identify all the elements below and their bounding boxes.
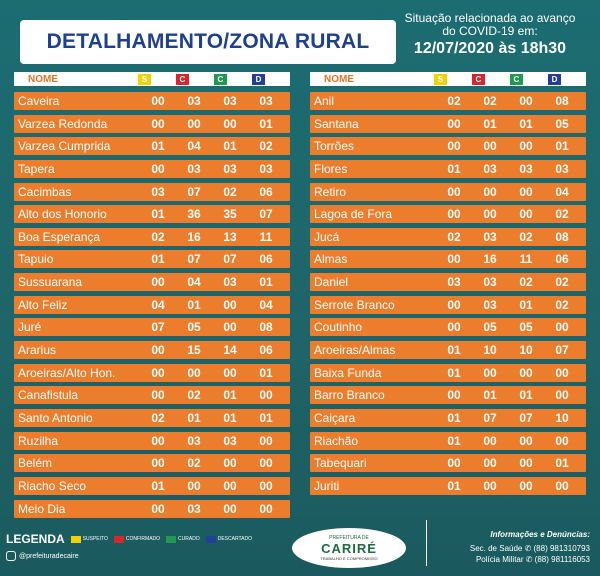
cell-curado: 05 <box>519 320 533 335</box>
cell-confirmado: 07 <box>187 252 201 267</box>
cell-descartado: 03 <box>555 161 569 176</box>
cell-suspeito: 01 <box>447 478 461 493</box>
header-curado: C <box>510 74 523 85</box>
row-name: Juriti <box>314 478 340 493</box>
cell-suspeito: 00 <box>447 207 461 222</box>
cell-suspeito: 00 <box>447 388 461 403</box>
cell-descartado: 00 <box>259 388 273 403</box>
cell-confirmado: 03 <box>483 275 497 290</box>
cell-descartado: 01 <box>555 139 569 154</box>
cell-curado: 01 <box>223 139 237 154</box>
row-name: Baixa Funda <box>314 365 382 380</box>
table-row <box>310 273 586 291</box>
cell-confirmado: 00 <box>483 433 497 448</box>
cell-suspeito: 02 <box>447 94 461 108</box>
cell-curado: 00 <box>519 433 533 448</box>
header-curado: C <box>214 74 227 85</box>
cell-suspeito: 03 <box>151 184 165 199</box>
cell-confirmado: 03 <box>187 161 201 176</box>
cell-descartado: 06 <box>555 252 569 267</box>
cell-confirmado: 03 <box>187 433 201 448</box>
row-name: Aroeiras/Almas <box>314 343 396 358</box>
table-row <box>310 115 586 133</box>
cell-suspeito: 00 <box>151 94 165 108</box>
table-row <box>310 341 586 359</box>
cell-suspeito: 00 <box>151 365 165 380</box>
row-name: Sussuarana <box>18 275 83 290</box>
cell-confirmado: 03 <box>483 297 497 312</box>
cell-curado: 00 <box>519 478 533 493</box>
row-name: Anil <box>314 94 335 108</box>
cell-descartado: 02 <box>259 139 273 154</box>
table-row <box>310 409 586 427</box>
cell-curado: 00 <box>223 501 237 516</box>
cell-curado: 00 <box>223 456 237 471</box>
table-header <box>310 72 586 86</box>
row-name: Retiro <box>314 184 347 199</box>
cell-confirmado: 01 <box>187 297 201 312</box>
table-row <box>14 137 290 155</box>
subtitle-line1: Situação relacionada ao avanço <box>404 11 576 25</box>
table-row <box>14 477 290 495</box>
cell-suspeito: 00 <box>447 184 461 199</box>
cell-suspeito: 00 <box>447 139 461 154</box>
cell-curado: 11 <box>519 252 533 267</box>
cell-suspeito: 01 <box>447 365 461 380</box>
cell-descartado: 01 <box>555 456 569 471</box>
cell-confirmado: 00 <box>483 139 497 154</box>
table-row <box>14 318 290 336</box>
table-row <box>14 92 290 110</box>
row-name: Barro Branco <box>314 388 385 403</box>
header-confirmado: C <box>472 74 485 85</box>
table-row <box>310 477 586 495</box>
row-name: Caveira <box>18 94 60 108</box>
table-row <box>310 386 586 404</box>
header-nome: NOME <box>324 73 354 85</box>
page-title: DETALHAMENTO/ZONA RURAL <box>46 30 370 53</box>
row-name: Canafistula <box>18 388 79 403</box>
subtitle-line2: do COVID-19 em: <box>442 24 538 38</box>
cell-confirmado: 01 <box>483 388 497 403</box>
cell-suspeito: 00 <box>151 343 165 358</box>
cell-descartado: 02 <box>555 297 569 312</box>
row-name: Lagoa de Fora <box>314 207 393 222</box>
table-row <box>310 318 586 336</box>
cell-confirmado: 05 <box>187 320 201 335</box>
cell-descartado: 08 <box>259 320 273 335</box>
contact-info <box>432 530 590 565</box>
table-row <box>310 137 586 155</box>
table-row <box>14 250 290 268</box>
cell-descartado: 00 <box>555 365 569 380</box>
cell-descartado: 10 <box>555 410 569 425</box>
cell-confirmado: 02 <box>483 94 497 108</box>
header-suspeito: S <box>434 74 447 85</box>
cell-curado: 03 <box>223 94 237 108</box>
table-row <box>14 364 290 382</box>
cell-curado: 01 <box>519 297 533 312</box>
cell-curado: 10 <box>519 343 533 358</box>
cell-descartado: 00 <box>555 433 569 448</box>
legend-swatch-suspeito <box>71 536 81 543</box>
table-row <box>310 454 586 472</box>
cell-curado: 01 <box>519 388 533 403</box>
cell-confirmado: 00 <box>187 365 201 380</box>
cell-descartado: 00 <box>555 478 569 493</box>
row-name: Jucá <box>314 229 340 244</box>
cell-suspeito: 01 <box>151 207 165 222</box>
cell-curado: 02 <box>519 229 533 244</box>
cell-suspeito: 00 <box>151 501 165 516</box>
table-row <box>14 409 290 427</box>
cell-confirmado: 00 <box>483 184 497 199</box>
cell-descartado: 00 <box>555 320 569 335</box>
row-name: Santo Antonio <box>18 410 93 425</box>
cell-descartado: 08 <box>555 94 569 108</box>
cell-suspeito: 00 <box>447 297 461 312</box>
cell-suspeito: 01 <box>151 139 165 154</box>
table-row <box>310 432 586 450</box>
row-name: Tapera <box>18 161 55 176</box>
cell-curado: 00 <box>223 478 237 493</box>
table-row <box>14 500 290 518</box>
legend-text: SUSPEITO <box>82 536 108 542</box>
cell-curado: 00 <box>223 297 237 312</box>
cell-suspeito: 01 <box>447 433 461 448</box>
cell-descartado: 06 <box>259 184 273 199</box>
cell-confirmado: 10 <box>483 343 497 358</box>
cell-curado: 00 <box>519 207 533 222</box>
instagram-text: @prefeituradecaire <box>19 552 79 560</box>
cell-confirmado: 03 <box>187 501 201 516</box>
table-row <box>310 183 586 201</box>
cell-suspeito: 02 <box>151 229 165 244</box>
cell-suspeito: 03 <box>447 275 461 290</box>
legend-swatch-curado <box>166 536 176 543</box>
row-name: Alto dos Honorio <box>18 207 107 222</box>
cell-suspeito: 00 <box>151 433 165 448</box>
table-row <box>310 92 586 110</box>
cell-confirmado: 02 <box>187 456 201 471</box>
row-name: Varzea Redonda <box>18 116 108 131</box>
legend-swatch-descartado <box>206 536 216 543</box>
cell-descartado: 01 <box>259 275 273 290</box>
legend-text: DESCARTADO <box>217 536 252 542</box>
legend-item <box>166 536 200 543</box>
cell-confirmado: 03 <box>187 94 201 108</box>
row-name: Daniel <box>314 275 349 290</box>
cell-descartado: 04 <box>555 184 569 199</box>
legend-swatch-confirmado <box>114 536 124 543</box>
row-name: Tabequari <box>314 456 367 471</box>
cell-curado: 00 <box>519 365 533 380</box>
row-name: Flores <box>314 161 348 176</box>
table-row <box>14 115 290 133</box>
cell-descartado: 00 <box>259 478 273 493</box>
table-row <box>14 341 290 359</box>
cell-descartado: 00 <box>555 388 569 403</box>
cell-confirmado: 03 <box>483 229 497 244</box>
instagram-icon <box>6 551 16 561</box>
table-row <box>14 454 290 472</box>
row-name: Ruzilha <box>18 433 59 448</box>
table-row <box>310 364 586 382</box>
legend-label: LEGENDA <box>6 532 65 546</box>
cell-descartado: 03 <box>259 94 273 108</box>
cell-descartado: 00 <box>259 456 273 471</box>
row-name: Cacimbas <box>18 184 72 199</box>
logo-slogan: TRABALHO E COMPROMISSO <box>320 556 378 561</box>
header-suspeito: S <box>138 74 151 85</box>
cell-suspeito: 00 <box>447 320 461 335</box>
cell-descartado: 04 <box>259 297 273 312</box>
header-confirmado: C <box>176 74 189 85</box>
contact-saude: Sec. de Saúde ✆ (88) 981310793 <box>469 544 590 553</box>
cell-suspeito: 00 <box>151 388 165 403</box>
table-row <box>14 228 290 246</box>
contact-policia: Polícia Militar ✆ (88) 981116053 <box>475 555 590 564</box>
cell-confirmado: 00 <box>483 207 497 222</box>
cell-confirmado: 00 <box>483 365 497 380</box>
cell-descartado: 01 <box>259 410 273 425</box>
row-name: Riacho Seco <box>18 478 87 493</box>
cell-curado: 00 <box>519 456 533 471</box>
cell-confirmado: 04 <box>187 139 201 154</box>
row-name: Caiçara <box>314 410 356 425</box>
logo-name: CARIRÉ <box>321 541 377 556</box>
title-box <box>20 20 396 64</box>
row-name: Aroeiras/Alto Hon. <box>18 365 116 380</box>
table-row <box>310 205 586 223</box>
row-name: Riachão <box>314 433 359 448</box>
row-name: Belém <box>18 456 53 471</box>
row-name: Meio Dia <box>18 501 66 516</box>
row-name: Serrote Branco <box>314 297 395 312</box>
cell-confirmado: 00 <box>187 116 201 131</box>
cell-confirmado: 02 <box>187 388 201 403</box>
cell-curado: 00 <box>223 116 237 131</box>
cell-descartado: 02 <box>555 207 569 222</box>
cell-confirmado: 01 <box>483 116 497 131</box>
cell-descartado: 00 <box>259 501 273 516</box>
cell-confirmado: 07 <box>483 410 497 425</box>
row-name: Torrões <box>314 139 355 154</box>
cell-descartado: 02 <box>555 275 569 290</box>
cell-descartado: 00 <box>259 433 273 448</box>
row-name: Coutinho <box>314 320 363 335</box>
cell-suspeito: 07 <box>151 320 165 335</box>
left-table <box>14 72 290 522</box>
cell-curado: 01 <box>223 388 237 403</box>
cell-confirmado: 00 <box>187 478 201 493</box>
cell-suspeito: 02 <box>447 229 461 244</box>
cell-curado: 07 <box>223 252 237 267</box>
cell-suspeito: 04 <box>151 297 165 312</box>
logo-line1: PREFEITURA DE <box>329 535 369 541</box>
cell-descartado: 05 <box>555 116 569 131</box>
cell-descartado: 03 <box>259 161 273 176</box>
row-name: Varzea Cumprida <box>18 139 111 154</box>
legend <box>6 532 258 546</box>
cell-confirmado: 05 <box>483 320 497 335</box>
cell-curado: 00 <box>519 94 533 108</box>
cell-suspeito: 00 <box>151 116 165 131</box>
cell-curado: 03 <box>519 161 533 176</box>
cell-curado: 00 <box>223 320 237 335</box>
cell-curado: 03 <box>223 275 237 290</box>
cell-suspeito: 00 <box>447 456 461 471</box>
cell-suspeito: 00 <box>151 275 165 290</box>
cell-curado: 35 <box>223 207 237 222</box>
cell-curado: 00 <box>519 139 533 154</box>
cell-confirmado: 07 <box>187 184 201 199</box>
header-nome: NOME <box>28 73 58 85</box>
cell-confirmado: 00 <box>483 478 497 493</box>
row-name: Tapuio <box>18 252 54 267</box>
table-row <box>310 250 586 268</box>
cell-curado: 07 <box>519 410 533 425</box>
cell-descartado: 01 <box>259 116 273 131</box>
cell-curado: 00 <box>519 184 533 199</box>
table-row <box>14 432 290 450</box>
report-date: 12/07/2020 às 18h30 <box>413 40 567 57</box>
table-row <box>14 205 290 223</box>
cell-descartado: 06 <box>259 252 273 267</box>
row-name: Boa Esperança <box>18 229 101 244</box>
cell-confirmado: 16 <box>187 229 201 244</box>
cell-curado: 14 <box>223 343 237 358</box>
header-descartado: D <box>252 74 265 85</box>
cell-suspeito: 00 <box>151 161 165 176</box>
table-row <box>14 386 290 404</box>
prefeitura-logo <box>292 528 406 568</box>
cell-curado: 01 <box>519 116 533 131</box>
cell-descartado: 01 <box>259 365 273 380</box>
legend-item <box>206 536 252 543</box>
cell-descartado: 06 <box>259 343 273 358</box>
row-name: Alto Feliz <box>18 297 68 312</box>
cell-suspeito: 01 <box>447 161 461 176</box>
divider <box>426 520 427 566</box>
table-row <box>310 228 586 246</box>
header-descartado: D <box>548 74 561 85</box>
cell-descartado: 11 <box>259 229 273 244</box>
cell-suspeito: 01 <box>447 343 461 358</box>
table-row <box>14 296 290 314</box>
cell-descartado: 08 <box>555 229 569 244</box>
table-row <box>14 160 290 178</box>
cell-curado: 02 <box>519 275 533 290</box>
cell-suspeito: 01 <box>151 478 165 493</box>
subtitle <box>390 12 590 60</box>
instagram-handle[interactable] <box>6 551 79 561</box>
cell-confirmado: 04 <box>187 275 201 290</box>
row-name: Santana <box>314 116 359 131</box>
table-row <box>310 160 586 178</box>
cell-curado: 01 <box>223 410 237 425</box>
legend-text: CURADO <box>178 536 200 542</box>
legend-item <box>71 536 108 543</box>
row-name: Almas <box>314 252 348 267</box>
row-name: Juré <box>18 320 42 335</box>
cell-suspeito: 02 <box>151 410 165 425</box>
table-header <box>14 72 290 86</box>
legend-item <box>114 536 160 543</box>
right-table <box>310 72 586 500</box>
cell-confirmado: 16 <box>483 252 497 267</box>
cell-suspeito: 00 <box>447 116 461 131</box>
cell-curado: 03 <box>223 161 237 176</box>
cell-curado: 02 <box>223 184 237 199</box>
contact-title: Informações e Denúncias: <box>490 530 590 539</box>
cell-descartado: 07 <box>259 207 273 222</box>
cell-suspeito: 00 <box>151 456 165 471</box>
cell-confirmado: 01 <box>187 410 201 425</box>
cell-curado: 13 <box>223 229 237 244</box>
cell-suspeito: 01 <box>151 252 165 267</box>
table-row <box>14 273 290 291</box>
table-row <box>14 183 290 201</box>
cell-curado: 00 <box>223 365 237 380</box>
cell-confirmado: 15 <box>187 343 201 358</box>
cell-confirmado: 00 <box>483 456 497 471</box>
cell-curado: 03 <box>223 433 237 448</box>
cell-suspeito: 00 <box>447 252 461 267</box>
cell-descartado: 07 <box>555 343 569 358</box>
table-row <box>310 296 586 314</box>
cell-confirmado: 03 <box>483 161 497 176</box>
legend-text: CONFIRMADO <box>125 536 161 542</box>
cell-confirmado: 36 <box>187 207 201 222</box>
row-name: Ararius <box>18 343 57 358</box>
cell-suspeito: 01 <box>447 410 461 425</box>
